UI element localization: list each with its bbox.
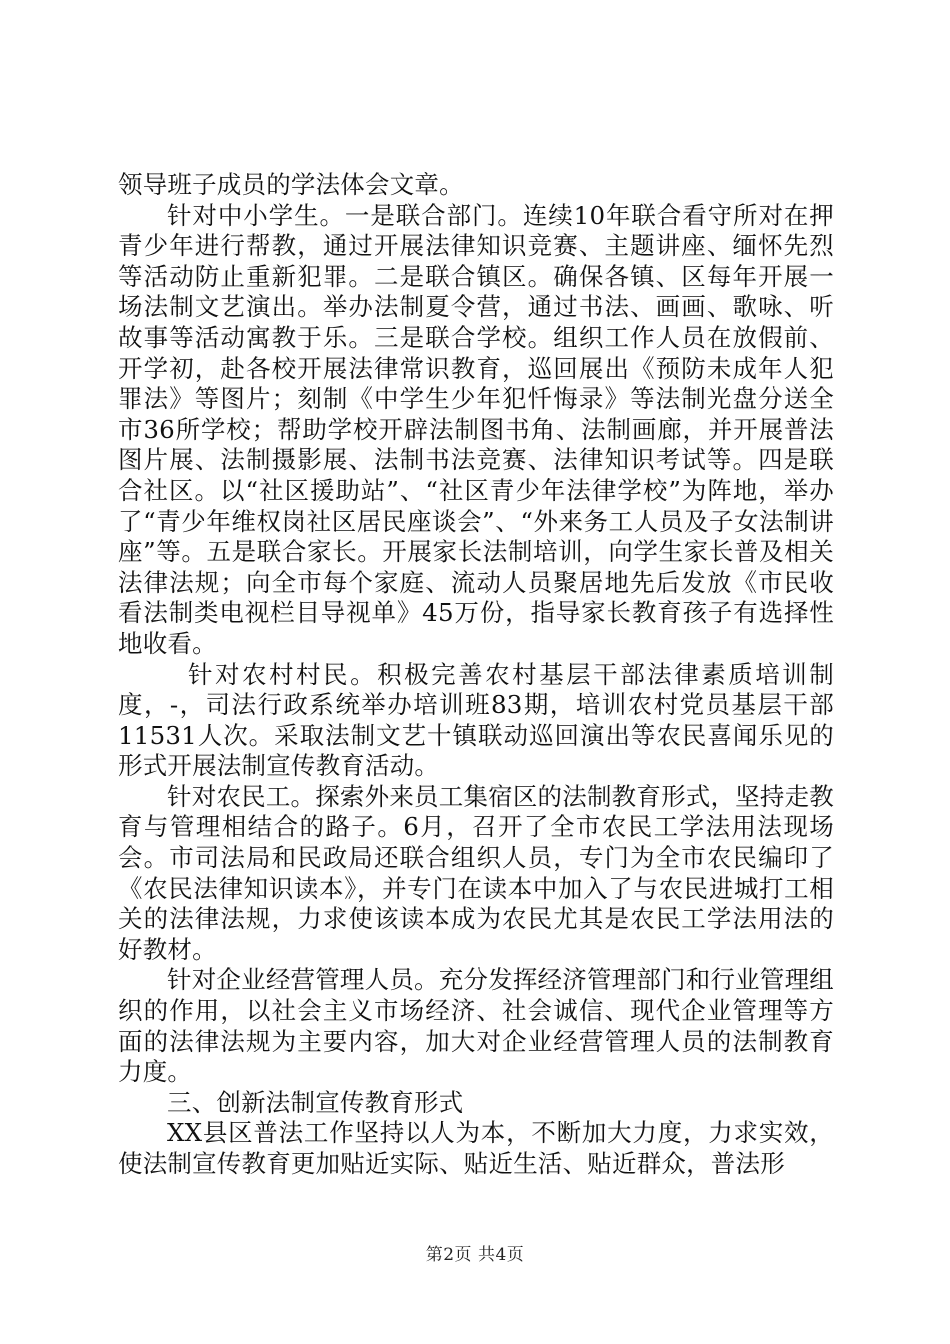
paragraph-rural-villagers: 针对农村村民。积极完善农村基层干部法律素质培训制度，-，司法行政系统举办培训班83期，培训农村党员基层干部11531人次。采取法制文艺十镇联动巡回演出等农民喜闻乐见的形式开展法制宣传教育活动。 — [118, 659, 834, 781]
paragraph-innovation: XX县区普法工作坚持以人为本，不断加大力度，力求实效，使法制宣传教育更加贴近实际、贴近生活、贴近群众，普法形 — [118, 1118, 834, 1178]
document-body — [118, 170, 834, 1180]
page-number: 第2页 共4页 — [425, 1245, 525, 1265]
paragraph-continuation: 领导班子成员的学法体会文章。 — [118, 170, 464, 199]
page-footer — [0, 1240, 950, 1265]
paragraph-primary-students: 针对中小学生。一是联合部门。连续10年联合看守所对在押青少年进行帮教，通过开展法律知识竞赛、主题讲座、缅怀先烈等活动防止重新犯罪。二是联合镇区。确保各镇、区每年开展一场法制文艺演出。举办法制夏令营，通过书法、画画、歌咏、听故事等活动寓教于乐。三是联合学校。组织工作人员在放假前、开学初，赴各校开展法律常识教育，巡回展出《预防未成年人犯罪法》等图片；刻制《中学生少年犯忏悔录》等法制光盘分送全市36所学校；帮助学校开辟法制图书角、法制画廊，并开展普法图片展、法制摄影展、法制书法竞赛、法律知识考试等。四是联合社区。以“社区援助站”、“社区青少年法律学校”为阵地，举办了“青少年维权岗社区居民座谈会”、“外来务工人员及子女法制讲座”等。五是联合家长。开展家长法制培训，向学生家长普及相关法律法规；向全市每个家庭、流动人员聚居地先后发放《市民收看法制类电视栏目导视单》45万份，指导家长教育孩子有选择性地收看。 — [118, 200, 834, 658]
paragraph-migrant-workers: 针对农民工。探索外来员工集宿区的法制教育形式，坚持走教育与管理相结合的路子。6月，召开了全市农民工学法用法现场会。市司法局和民政局还联合组织人员，专门为全市农民编印了《农民法律知识读本》，并专门在读本中加入了与农民进城打工相关的法律法规，力求使该读本成为农民尤其是农民工学法用法的好教材。 — [118, 781, 834, 964]
paragraph-enterprise-managers: 针对企业经营管理人员。充分发挥经济管理部门和行业管理组织的作用，以社会主义市场经济、社会诚信、现代企业管理等方面的法律法规为主要内容，加大对企业经营管理人员的法制教育力度。 — [118, 965, 834, 1087]
section-heading: 三、创新法制宣传教育形式 — [167, 1087, 464, 1117]
